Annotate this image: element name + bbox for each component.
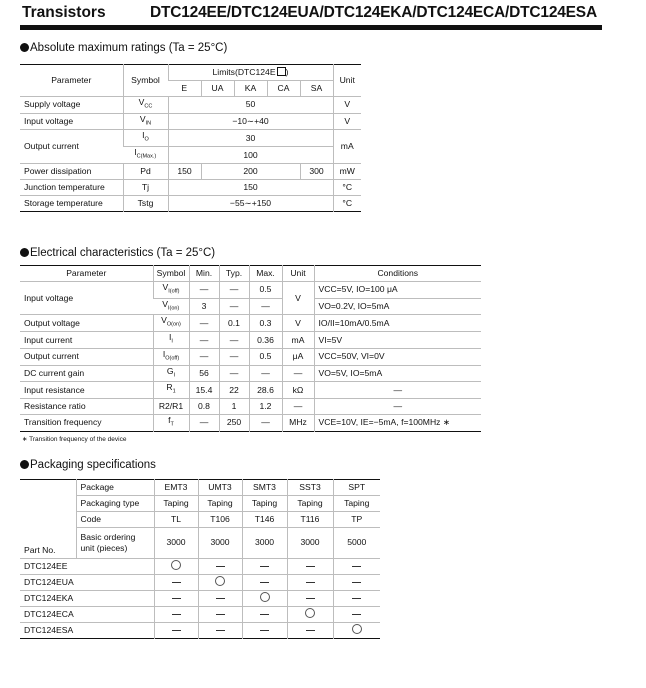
header-rule [20, 25, 602, 30]
col-conditions: Conditions [314, 266, 481, 282]
circle-icon [171, 560, 181, 570]
dash-icon [352, 598, 361, 599]
table-row: Power dissipation Pd 150 200 300 mW [20, 163, 361, 179]
dash-icon [216, 614, 225, 615]
electrical-table [20, 265, 481, 432]
dash-icon [260, 582, 269, 583]
dash-icon [172, 614, 181, 615]
table-row: Storage temperature Tstg −55∼+150 °C [20, 195, 361, 211]
table-row: Package EMT3 UMT3 SMT3 SST3 SPT [20, 480, 380, 496]
table-row: Transition frequency $f_T$ — 250 — MHz VCE=10V, IE=−5mA, f=100MHz ∗ [20, 415, 481, 432]
table-row: Output voltage $V_{O(on)}$ — 0.1 0.3 V IO/II=10mA/0.5mA [20, 315, 481, 332]
circle-icon [305, 608, 315, 618]
category-title: Transistors [22, 4, 106, 21]
table-row: Input voltage $V_{I(off)}$ — — 0.5 V VCC=5V, IO=100 μA [20, 282, 481, 299]
table-row: Junction temperature Tj 150 °C [20, 179, 361, 195]
col-symbol: Symbol [153, 266, 189, 282]
dash-icon [172, 582, 181, 583]
table-row: DTC124EUA [20, 574, 380, 590]
col-e: E [168, 81, 201, 97]
col-ka: KA [234, 81, 267, 97]
col-max: Max. [249, 266, 282, 282]
dash-icon [216, 630, 225, 631]
table-row: Resistance ratio R2/R1 0.8 1 1.2 — — [20, 399, 481, 415]
table-row: DC current gain $G_I$ 56 — — — VO=5V, IO=5mA [20, 365, 481, 382]
dash-icon [306, 598, 315, 599]
dash-icon [352, 614, 361, 615]
bullet-icon [20, 248, 29, 257]
table-row: Input resistance $R_1$ 15.4 22 28.6 kΩ — [20, 382, 481, 399]
dash-icon [306, 566, 315, 567]
abs-max-table [20, 64, 361, 212]
col-unit: Unit [333, 65, 361, 97]
table-row: Input voltage $V_{IN}$ −10∼+40 V [20, 113, 361, 130]
col-parameter: Parameter [20, 65, 123, 97]
document-title: DTC124EE/DTC124EUA/DTC124EKA/DTC124ECA/DTC124ESA [150, 4, 597, 21]
table-row: Output current $I_{O(off)}$ — — 0.5 μA VCC=50V, VI=0V [20, 348, 481, 365]
col-limits: Limits(DTC124E ) [168, 65, 333, 81]
table-row: DTC124ESA [20, 622, 380, 638]
dash-icon [260, 614, 269, 615]
dash-icon [260, 630, 269, 631]
table-row: Packaging type Taping Taping Taping Taping Taping [20, 496, 380, 512]
table-row: $I_{C(Max.)}$ 100 [20, 147, 361, 164]
table-row: Supply voltage $V_{CC}$ 50 V [20, 97, 361, 114]
dash-icon [172, 598, 181, 599]
dash-icon [352, 582, 361, 583]
table-row: $V_{I(on)}$ 3 — — VO=0.2V, IO=5mA [20, 298, 481, 315]
dash-icon [306, 582, 315, 583]
dash-icon [260, 566, 269, 567]
bullet-icon [20, 43, 29, 52]
page-header [22, 2, 602, 26]
table-row: DTC124ECA [20, 606, 380, 622]
dash-icon [216, 566, 225, 567]
col-unit: Unit [282, 266, 314, 282]
table-row: Code TL T106 T146 T116 TP [20, 512, 380, 528]
dash-icon [306, 630, 315, 631]
col-ca: CA [267, 81, 300, 97]
table-row: Part No. Basic ordering unit (pieces) 3000 3000 3000 3000 5000 [20, 528, 380, 559]
footnote: ∗ Transition frequency of the device [22, 436, 127, 443]
table-row: Input current $I_I$ — — 0.36 mA VI=5V [20, 332, 481, 349]
circle-icon [260, 592, 270, 602]
dash-icon [216, 598, 225, 599]
part-no-label: Part No. [20, 528, 76, 559]
abs-max-heading: Absolute maximum ratings (Ta = 25°C) [20, 42, 227, 54]
table-row: DTC124EE [20, 558, 380, 574]
col-parameter: Parameter [20, 266, 153, 282]
dash-icon [352, 566, 361, 567]
electrical-heading: Electrical characteristics (Ta = 25°C) [20, 247, 215, 259]
circle-icon [352, 624, 362, 634]
packaging-heading: Packaging specifications [20, 459, 156, 471]
col-symbol: Symbol [123, 65, 168, 97]
table-row: Output current $I_O$ 30 mA [20, 130, 361, 147]
bullet-icon [20, 460, 29, 469]
packaging-table [20, 479, 380, 639]
col-min: Min. [189, 266, 219, 282]
placeholder-box-icon [277, 67, 286, 76]
col-sa: SA [300, 81, 333, 97]
table-row: DTC124EKA [20, 590, 380, 606]
circle-icon [215, 576, 225, 586]
col-ua: UA [201, 81, 234, 97]
dash-icon [172, 630, 181, 631]
col-typ: Typ. [219, 266, 249, 282]
